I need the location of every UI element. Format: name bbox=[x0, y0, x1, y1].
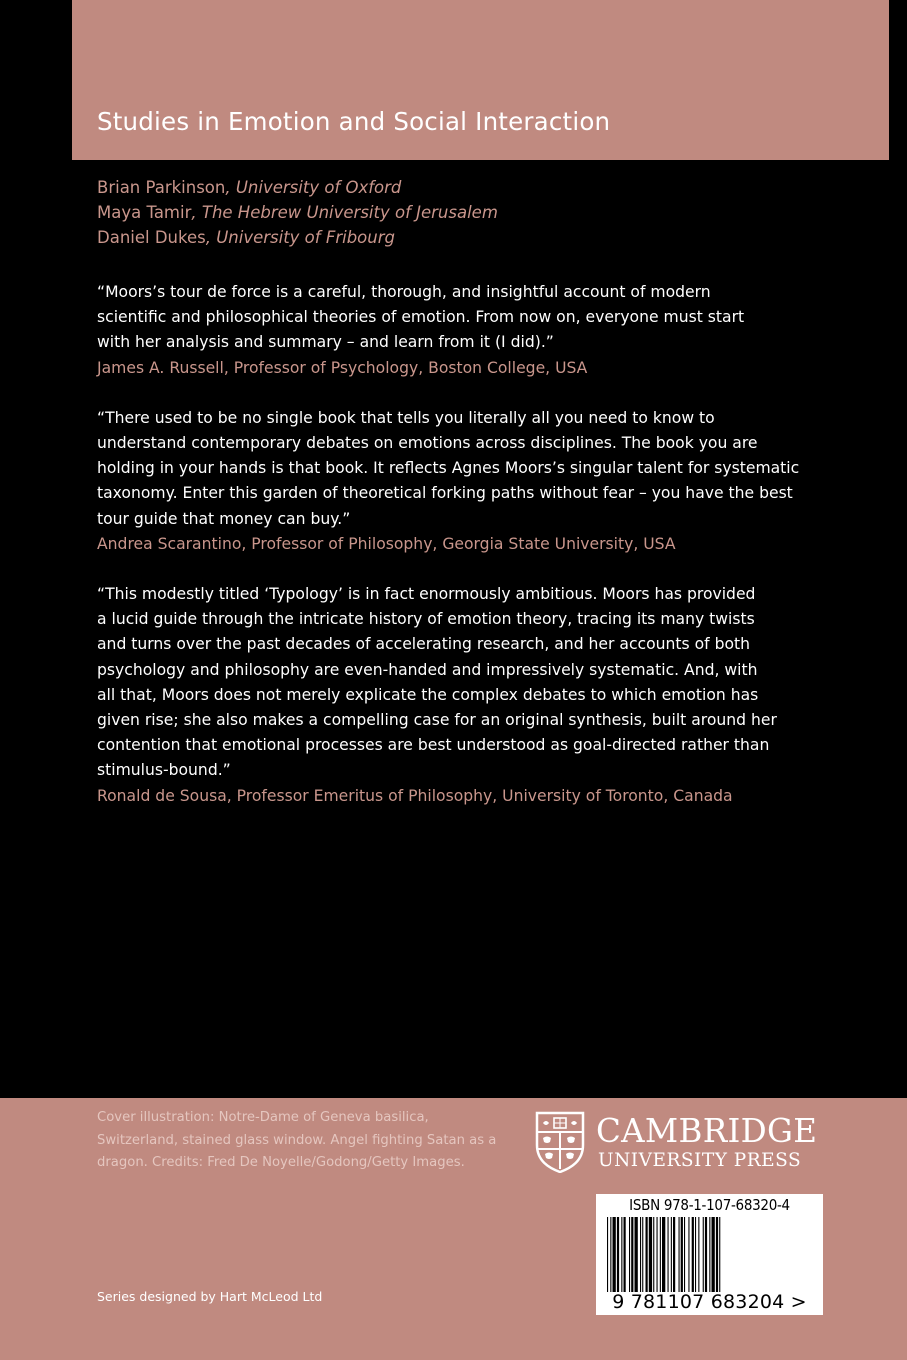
barcode-bar bbox=[705, 1217, 707, 1292]
editor-name: Brian Parkinson bbox=[97, 178, 226, 197]
quote-line: contention that emotional processes are best understood as goal-directed rather than bbox=[97, 736, 770, 755]
quote-line: given rise; she also makes a compelling case for an original synthesis, built around her bbox=[97, 711, 777, 730]
barcode-bar bbox=[610, 1217, 611, 1292]
barcode-bar bbox=[624, 1217, 626, 1292]
series-title: Studies in Emotion and Social Interaction bbox=[97, 107, 611, 136]
barcode-bar bbox=[649, 1217, 652, 1292]
editor-affiliation: , University of Fribourg bbox=[205, 228, 395, 247]
quote-attribution: Andrea Scarantino, Professor of Philosophy, Georgia State University, USA bbox=[97, 534, 676, 553]
cover-credit-line: dragon. Credits: Fred De Noyelle/Godong/Getty Images. bbox=[97, 1155, 465, 1170]
barcode-bar bbox=[660, 1217, 661, 1292]
quote-line: “This modestly titled ‘Typology’ is in fact enormously ambitious. Moors has provided bbox=[97, 585, 756, 604]
barcode-bar bbox=[640, 1217, 641, 1292]
quote-line: tour guide that money can buy.” bbox=[97, 509, 351, 528]
barcode-bar bbox=[668, 1217, 669, 1292]
isbn-label: ISBN 978-1-107-68320-4 bbox=[629, 1196, 790, 1214]
barcode bbox=[605, 1217, 805, 1292]
barcode-bar bbox=[653, 1217, 654, 1292]
barcode-bar bbox=[684, 1217, 685, 1292]
barcode-bar bbox=[635, 1217, 638, 1292]
barcode-bar bbox=[679, 1217, 680, 1292]
barcode-bar bbox=[671, 1217, 672, 1292]
barcode-bar bbox=[681, 1217, 683, 1292]
cambridge-shield-icon bbox=[535, 1111, 585, 1173]
quote-line: and turns over the past decades of accelerating research, and her accounts of both bbox=[97, 635, 751, 654]
barcode-bar bbox=[657, 1217, 658, 1292]
endorsement-quote bbox=[97, 582, 797, 809]
cover-credit bbox=[97, 1107, 517, 1175]
barcode-bar bbox=[719, 1217, 720, 1292]
isbn-digits: 9 781107 683204 > bbox=[612, 1291, 807, 1313]
quote-line: stimulus-bound.” bbox=[97, 761, 231, 780]
barcode-bar bbox=[631, 1217, 633, 1292]
editor-affiliation: , The Hebrew University of Jerusalem bbox=[191, 203, 498, 222]
publisher-name: CAMBRIDGE bbox=[596, 1112, 818, 1150]
endorsement-quote bbox=[97, 280, 797, 381]
quote-line: understand contemporary debates on emotions across disciplines. The book you are bbox=[97, 434, 758, 453]
quote-line: taxonomy. Enter this garden of theoretical forking paths without fear – you have the best bbox=[97, 484, 793, 503]
barcode-bar bbox=[673, 1217, 675, 1292]
cover-credit-line: Switzerland, stained glass window. Angel fighting Satan as a bbox=[97, 1132, 497, 1148]
quote-attribution: James A. Russell, Professor of Psychology, Boston College, USA bbox=[97, 358, 588, 377]
barcode-bar bbox=[613, 1217, 616, 1292]
barcode-bar bbox=[698, 1217, 699, 1292]
editors-list bbox=[97, 175, 498, 250]
barcode-bar bbox=[617, 1217, 619, 1292]
barcode-bar bbox=[662, 1217, 665, 1292]
quote-line: all that, Moors does not merely explicate the complex debates to which emotion has bbox=[97, 685, 759, 704]
editor-affiliation: , University of Oxford bbox=[225, 178, 402, 197]
barcode-bar bbox=[621, 1217, 622, 1292]
barcode-bar bbox=[712, 1217, 715, 1292]
barcode-bar bbox=[716, 1217, 718, 1292]
barcode-bar bbox=[642, 1217, 643, 1292]
quote-line: psychology and philosophy are even-handed and impressively systematic. And, with bbox=[97, 660, 758, 679]
quote-line: a lucid guide through the intricate history of emotion theory, tracing its many twists bbox=[97, 610, 755, 629]
editor-entry bbox=[97, 175, 498, 200]
quote-attribution: Ronald de Sousa, Professor Emeritus of Philosophy, University of Toronto, Canada bbox=[97, 786, 733, 805]
publisher-subname: UNIVERSITY PRESS bbox=[598, 1150, 802, 1171]
editor-name: Maya Tamir bbox=[97, 203, 192, 222]
barcode-bar bbox=[692, 1217, 694, 1292]
series-header-band bbox=[72, 0, 889, 160]
isbn-barcode-box bbox=[596, 1194, 823, 1315]
endorsements bbox=[97, 280, 800, 834]
quote-line: holding in your hands is that book. It reflects Agnes Moors’s singular talent for systematic bbox=[97, 459, 800, 478]
series-designer-credit: Series designed by Hart McLeod Ltd bbox=[97, 1289, 323, 1304]
editor-entry bbox=[97, 225, 498, 250]
quote-line: “There used to be no single book that tells you literally all you need to know to bbox=[97, 408, 715, 427]
footer-band bbox=[0, 1098, 907, 1360]
publisher-logo bbox=[535, 1111, 825, 1176]
quote-line: with her analysis and summary – and learn from it (I did).” bbox=[97, 333, 554, 352]
barcode-bar bbox=[688, 1217, 689, 1292]
editor-name: Daniel Dukes bbox=[97, 228, 206, 247]
barcode-bar bbox=[703, 1217, 704, 1292]
barcode-bar bbox=[646, 1217, 648, 1292]
endorsement-quote bbox=[97, 406, 800, 557]
barcode-bar bbox=[709, 1217, 710, 1292]
barcode-bar bbox=[629, 1217, 630, 1292]
cover-credit-line: Cover illustration: Notre-Dame of Geneva basilica, bbox=[97, 1110, 429, 1125]
quote-line: “Moors’s tour de force is a careful, thorough, and insightful account of modern bbox=[97, 283, 711, 301]
barcode-bar bbox=[607, 1217, 608, 1292]
barcode-bar bbox=[695, 1217, 696, 1292]
quote-line: scientific and philosophical theories of emotion. From now on, everyone must start bbox=[97, 308, 745, 327]
editor-entry bbox=[97, 200, 498, 225]
